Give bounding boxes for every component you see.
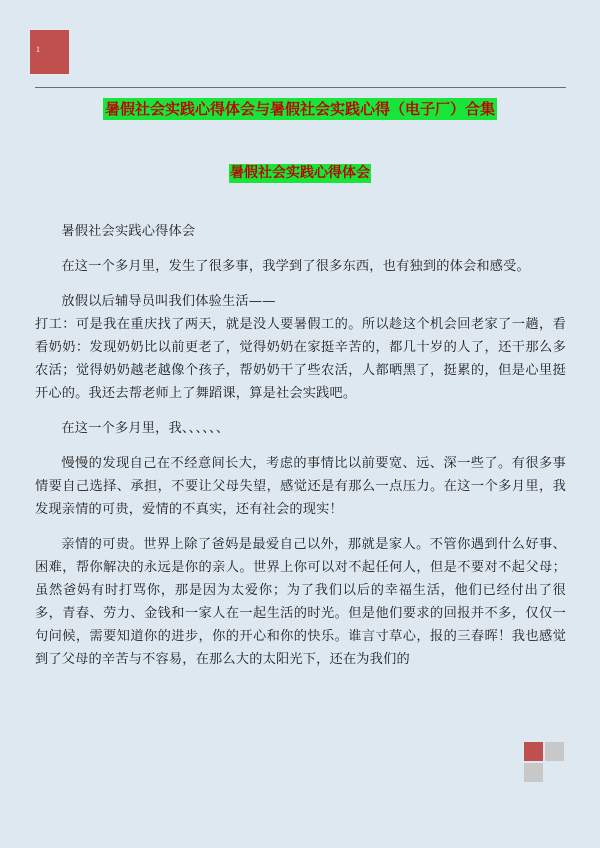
section-title-container xyxy=(0,162,600,183)
body-paragraph: 在这一个多月里，发生了很多事，我学到了很多东西，也有独到的体会和感受。 xyxy=(61,259,530,274)
body-paragraph: 亲情的可贵。世界上除了爸妈是最爱自己以外，那就是家人。不管你遇到什么好事、困难，帮你解决的永远是你的亲人。世界上你可以对不起任何人，但是不要对不起父母；虽然爸妈有时打骂你，那是因为太爱你；为了我们以后的幸福生活，他们已经付出了很多，青春、劳力、金钱和一家人在一起生活的时光。但是他们要求的回报并不多，仅仅一句问候，需要知道你的进步，你的开心和你的快乐。谁言寸草心，报的三春晖！我也感觉到了父母的辛苦与不容易，在那么大的太阳光下，还在为我们的 xyxy=(35,537,566,667)
document-body xyxy=(35,220,566,683)
body-paragraph: 慢慢的发现自己在不经意间长大，考虑的事情比以前要宽、远、深一些了。有很多事情要自己选择、承担，不要让父母失望，感觉还是有那么一点压力。在这一个多月里，我发现亲情的可贵，爱情的不真实，还有社会的现实！ xyxy=(35,456,566,517)
page-number-badge xyxy=(30,30,69,74)
corner-square-grey xyxy=(545,742,564,761)
body-paragraph: 放假以后辅导员叫我们体验生活—— xyxy=(61,294,276,309)
body-paragraph-heading: 暑假社会实践心得体会 xyxy=(61,224,196,239)
body-paragraph: 打工：可是我在重庆找了两天，就是没人要暑假工的。所以趁这个机会回老家了一趟，看看奶奶：发现奶奶比以前更老了，觉得奶奶在家挺辛苦的，都几十岁的人了，还干那么多农活；觉得奶奶越老越像个孩子，帮奶奶干了些农活，人都晒黑了，挺累的，但是心里挺开心的。我还去帮老师上了舞蹈课，算是社会实践吧。 xyxy=(35,317,566,401)
document-title: 暑假社会实践心得体会与暑假社会实践心得（电子厂）合集 xyxy=(104,100,495,118)
document-title-container xyxy=(0,98,600,120)
corner-square-red xyxy=(524,742,543,761)
page-number: 1 xyxy=(36,45,40,54)
header-divider xyxy=(35,87,566,88)
section-title: 暑假社会实践心得体会 xyxy=(230,165,370,181)
body-paragraph: 在这一个多月里，我、、、、、、 xyxy=(61,421,230,436)
corner-square-grey xyxy=(524,763,543,782)
corner-decoration xyxy=(524,742,564,782)
